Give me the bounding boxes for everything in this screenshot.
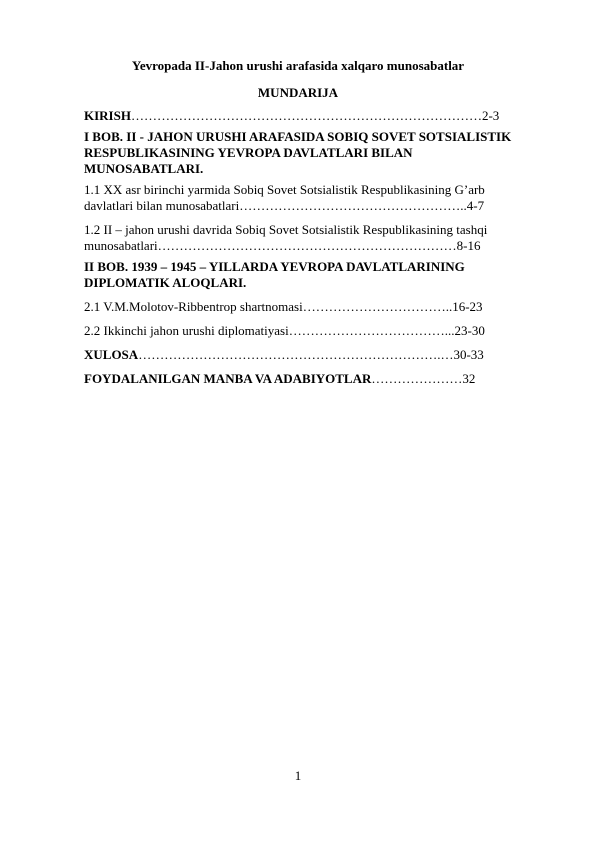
toc-leader: …………………………………………………………….… <box>138 347 454 362</box>
toc-section-1-2 <box>84 222 550 254</box>
toc-page-range: 23-30 <box>454 323 485 338</box>
toc-chapter-line: RESPUBLIKASINING YEVROPA DAVLATLARI BILAN <box>84 145 413 160</box>
toc-entry-xulosa <box>84 347 550 363</box>
toc-section-label: 2.1 V.M.Molotov-Ribbentrop shartnomasi <box>84 299 303 314</box>
toc-entry-label: XULOSA <box>84 347 139 362</box>
toc-page-range: 30-33 <box>453 347 484 362</box>
toc-entry-kirish <box>84 108 550 124</box>
toc-section-2-1 <box>84 299 550 315</box>
toc-page-range: 32 <box>462 371 476 386</box>
toc-section-line: 1.1 XX asr birinchi yarmida Sobiq Sovet Sotsialistik Respublikasining G’arb <box>84 182 485 197</box>
toc-entry-label: KIRISH <box>84 108 131 123</box>
toc-section-line: davlatlari bilan munosabatlari <box>84 198 240 213</box>
toc-leader: ……………………………………………………………………… <box>130 108 482 123</box>
toc-leader: …………………………………………………………… <box>157 238 457 253</box>
table-of-contents <box>84 108 550 387</box>
toc-entry-manba <box>84 371 550 387</box>
toc-page-range: 4-7 <box>466 198 485 213</box>
toc-page-range: 2-3 <box>481 108 500 123</box>
document-title: Yevropada II-Jahon urushi arafasida xalqaro munosabatlar <box>131 58 465 73</box>
toc-section-1-1 <box>84 182 550 214</box>
toc-leader: …………………………………………….. <box>239 198 467 213</box>
toc-chapter-2 <box>84 259 550 291</box>
page-number: 1 <box>294 768 302 783</box>
toc-heading: MUNDARIJA <box>257 85 339 100</box>
toc-page-range: 8-16 <box>456 238 481 253</box>
toc-chapter-line: DIPLOMATIK ALOQLARI. <box>84 275 247 290</box>
toc-leader: …………………………….. <box>302 299 453 314</box>
toc-page-range: 16-23 <box>452 299 483 314</box>
toc-leader: ………………………………... <box>288 323 455 338</box>
toc-chapter-1 <box>84 129 550 177</box>
toc-section-label: 2.2 Ikkinchi jahon urushi diplomatiyasi <box>84 323 289 338</box>
toc-section-line: munosabatlari <box>84 238 158 253</box>
toc-section-line: 1.2 II – jahon urushi davrida Sobiq Sovet Sotsialistik Respublikasining tashqi <box>84 222 488 237</box>
toc-chapter-line: MUNOSABATLARI. <box>84 161 204 176</box>
toc-leader: ………………… <box>371 371 463 386</box>
toc-entry-label: FOYDALANILGAN MANBA VA ADABIYOTLAR <box>84 371 372 386</box>
toc-chapter-line: II BOB. 1939 – 1945 – YILLARDA YEVROPA DAVLATLARINING <box>84 259 465 274</box>
toc-chapter-line: I BOB. II - JAHON URUSHI ARAFASIDA SOBIQ SOVET SOTSIALISTIK <box>84 129 512 144</box>
toc-section-2-2 <box>84 323 550 339</box>
